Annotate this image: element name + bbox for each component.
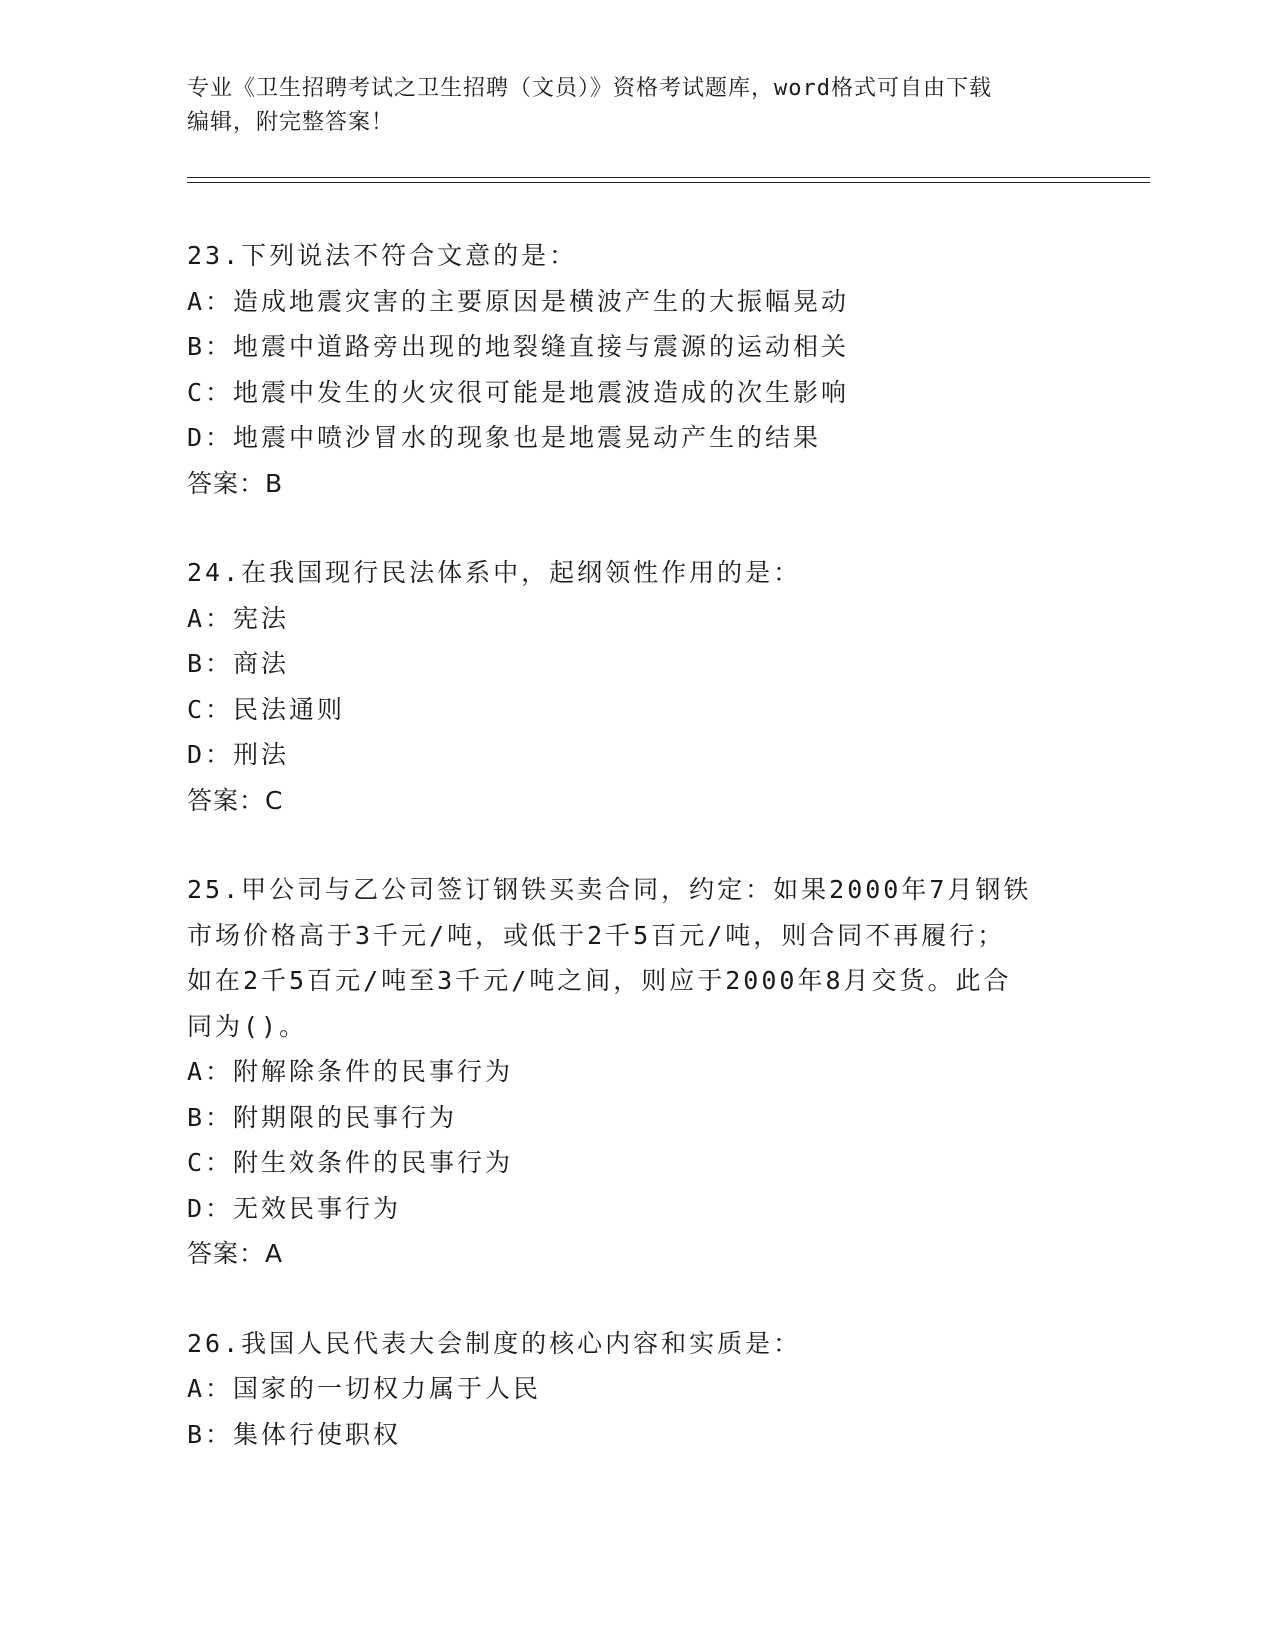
question-stem: 26.我国人民代表大会制度的核心内容和实质是： [187,1328,802,1358]
option-c: C：附生效条件的民事行为 [187,1148,514,1177]
question-stem-line: 25.甲公司与乙公司签订钢铁买卖合同，约定：如果2000年7月钢铁 [187,875,1032,904]
question-stem: 23.下列说法不符合文意的是： [187,241,578,270]
option-d: D：无效民事行为 [187,1193,402,1223]
option-b: B：集体行使职权 [187,1419,402,1449]
header-divider-top [187,177,1150,178]
question-23 [187,233,1087,506]
option-a: A：宪法 [187,603,290,633]
question-stem-line: 市场价格高于3千元/吨，或低于2千5百元/吨，则合同不再履行； [187,920,1006,950]
question-list [187,233,1087,1501]
option-c: C：地震中发生的火灾很可能是地震波造成的次生影响 [187,377,850,407]
question-stem-line: 如在2千5百元/吨至3千元/吨之间，则应于2000年8月交货。此合 [187,966,1012,995]
option-d: D：地震中喷沙冒水的现象也是地震晃动产生的结果 [187,423,822,452]
question-24 [187,550,1087,823]
question-26 [187,1321,1087,1458]
document-header [187,72,1087,140]
question-stem-line: 同为()。 [187,1011,308,1041]
answer: 答案：A [187,1239,284,1268]
option-a: A：造成地震灾害的主要原因是横波产生的大振幅晃动 [187,286,850,316]
option-b: B：附期限的民事行为 [187,1102,458,1132]
answer: 答案：B [187,468,284,498]
option-a: A：国家的一切权力属于人民 [187,1374,542,1403]
option-d: D：刑法 [187,740,290,769]
header-line-2: 编辑，附完整答案！ [187,110,395,135]
header-line-1: 专业《卫生招聘考试之卫生招聘（文员）》资格考试题库，word格式可自由下载 [187,76,992,101]
option-c: C：民法通则 [187,694,346,724]
option-b: B：地震中道路旁出现的地裂缝直接与震源的运动相关 [187,332,850,361]
header-divider-bottom [187,182,1150,183]
question-25 [187,867,1087,1277]
question-stem: 24.在我国现行民法体系中，起纲领性作用的是： [187,558,802,587]
option-b: B：商法 [187,649,290,678]
answer: 答案：C [187,785,284,815]
option-a: A：附解除条件的民事行为 [187,1057,514,1086]
